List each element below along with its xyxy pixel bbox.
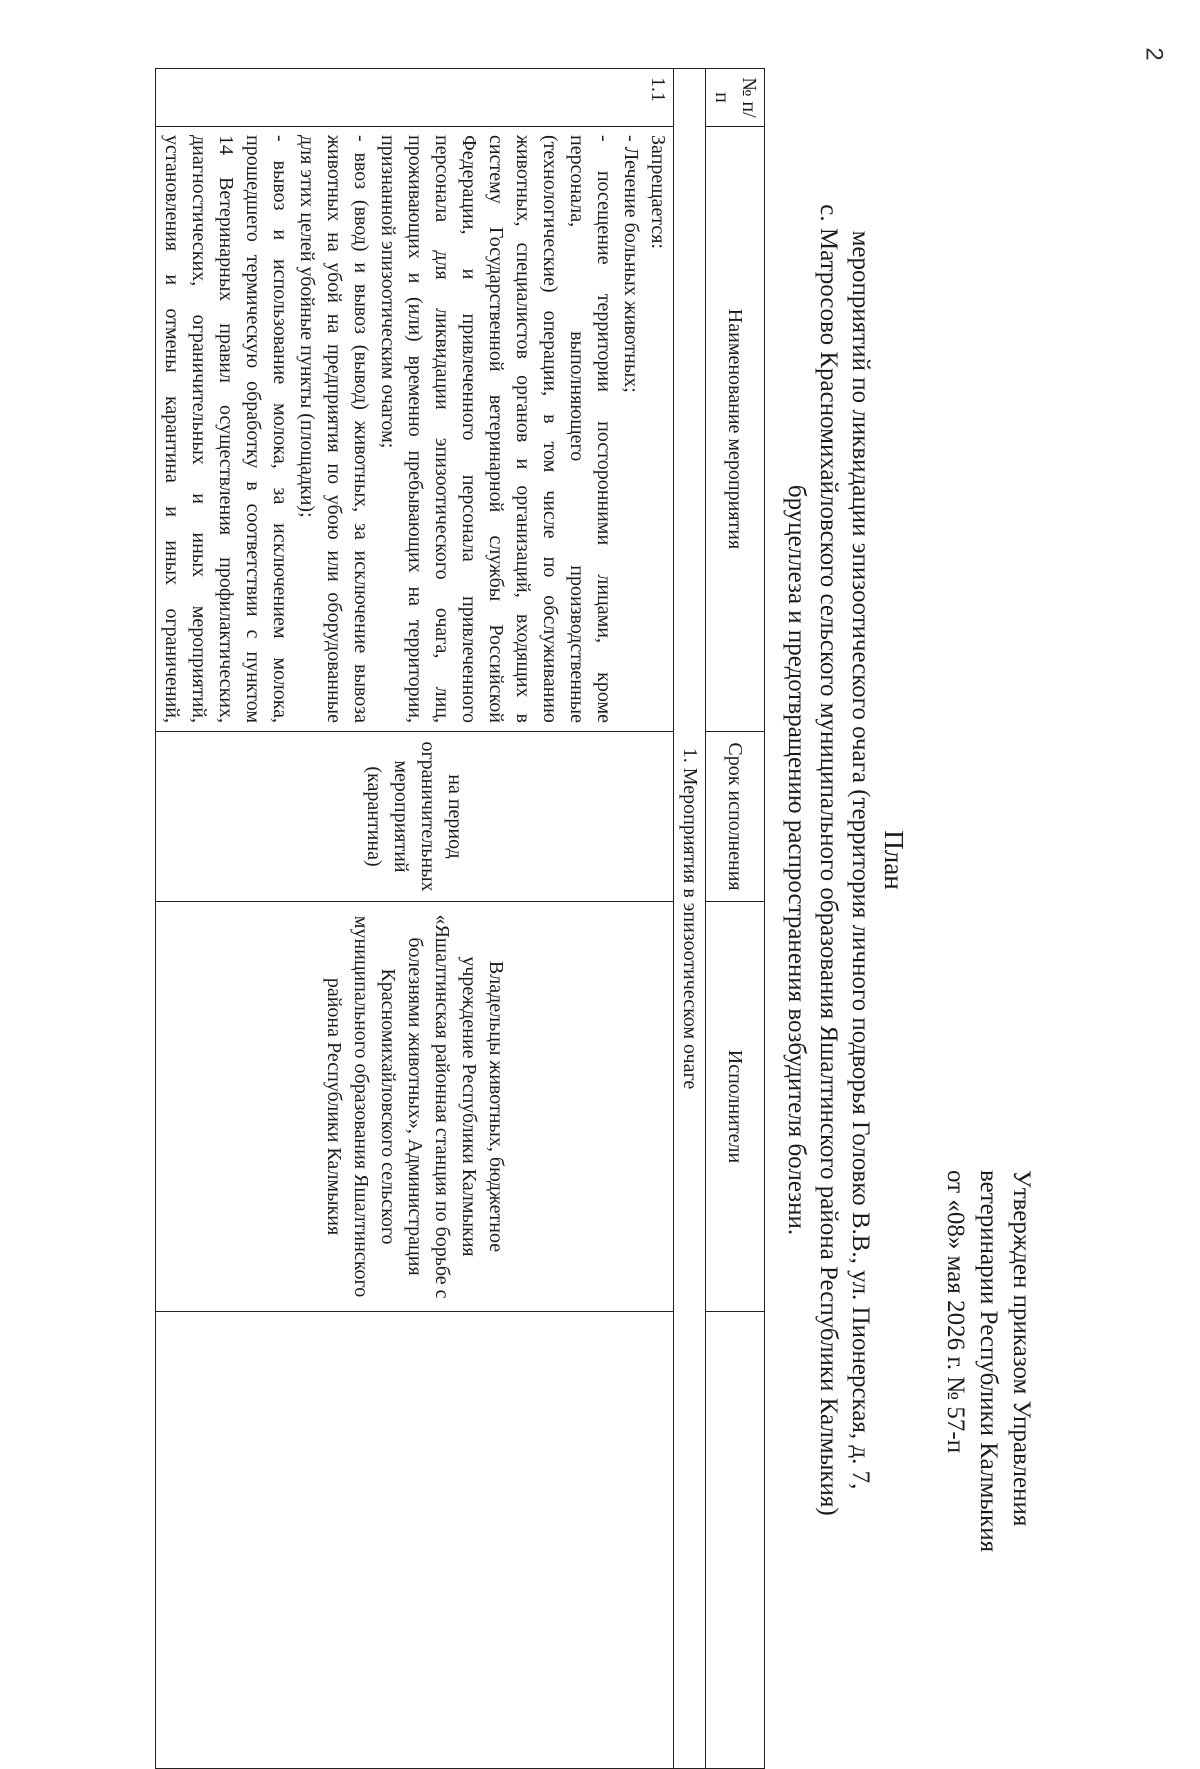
measure-line: - ввоз (ввод) и вывоз (вывод) животных, за исключение вывоза xyxy=(350,135,372,723)
table-header-row xyxy=(706,69,765,1769)
measure-line: животных, специалистов органов и организаций, входящих в xyxy=(512,135,534,723)
page-number: 2 xyxy=(1140,47,1168,61)
header-num: № п/п xyxy=(706,69,765,127)
measure-line: персонала, выполняющего производственные xyxy=(566,135,588,723)
measure-line: систему Государственной ветеринарной службы Российской xyxy=(485,135,507,723)
approval-line-3: от «08» мая 2026 г. № 57-п xyxy=(942,1170,969,1454)
header-spare xyxy=(706,1312,765,1769)
document-title xyxy=(780,60,910,1660)
row-spare-cell xyxy=(156,1312,674,1769)
measure-line: персонала для ликвидации эпизоотического очага, лиц, xyxy=(431,135,453,723)
measure-line: 14 Ветеринарных правил осуществления профилактических, xyxy=(215,135,237,723)
measure-line: - Лечение больных животных; xyxy=(620,135,642,393)
measure-line: Запрещается: xyxy=(647,135,669,249)
approval-line-2: ветеринарии Республики Калмыкия xyxy=(975,1170,1002,1553)
measure-line: прошедшего термическую обработку в соответствии с пунктом xyxy=(242,135,264,723)
measure-line: - посещение территории посторонними лицами, кроме xyxy=(593,135,615,723)
measure-line: Федерации, и привлеченного персонала привлеченного xyxy=(458,135,480,723)
header-name: Наименование мероприятия xyxy=(706,127,765,732)
measure-line: установления и отмены карантина и иных ограничений, xyxy=(161,135,183,723)
measure-line: диагностических, ограничительных и иных мероприятий, xyxy=(188,135,210,723)
row-term: на период ограничительных мероприятий (карантина) xyxy=(156,732,674,902)
row-number: 1.1 xyxy=(156,69,674,127)
measure-line: для этих целей убойные пункты (площадки); xyxy=(296,135,318,518)
row-executors: Владельцы животных, бюджетное учреждение Республики Калмыкия «Яшалтинская районная станция по борьбе с болезнями животных», Администрация Красномихайловского сельского муниципального образования Яшалтинского района Республики Калмыкия xyxy=(156,902,674,1312)
measure-line: (технологические) операции, в том числе по обслуживанию xyxy=(539,135,561,723)
rotated-page-content xyxy=(0,60,1090,1660)
title-plan: План xyxy=(879,830,909,890)
approval-line-1: Утвержден приказом Управления xyxy=(1008,1170,1035,1527)
title-line-1: мероприятий по ликвидации эпизоотического очага (территория личного подворья Головко В.В., ул. Пионерская, д. 7, xyxy=(847,230,874,1490)
row-measures xyxy=(156,127,674,732)
measure-line: проживающих и (или) временно пребывающих на территории, xyxy=(404,135,426,723)
title-line-3: бруцеллеза и предотвращению распространения возбудителя болезни. xyxy=(783,484,810,1236)
measure-line: животных на убой на предприятия по убою или оборудованные xyxy=(323,135,345,723)
measures-table xyxy=(155,68,765,1769)
measure-line: признанной эпизоотическим очагом; xyxy=(377,135,399,449)
header-executors: Исполнители xyxy=(706,902,765,1312)
table-row xyxy=(156,69,674,1769)
header-term: Срок исполнения xyxy=(706,732,765,902)
measure-line: - вывоз и использование молока, за исключением молока, xyxy=(269,135,291,723)
approval-stamp-block xyxy=(939,1170,1038,1630)
section-row xyxy=(674,69,706,1769)
section-title: 1. Мероприятия в эпизоотическом очаге xyxy=(674,69,706,1769)
title-line-2: с. Матросово Красномихайловского сельского муниципального образования Яшалтинского района Республики Калмыкия) xyxy=(815,204,842,1516)
